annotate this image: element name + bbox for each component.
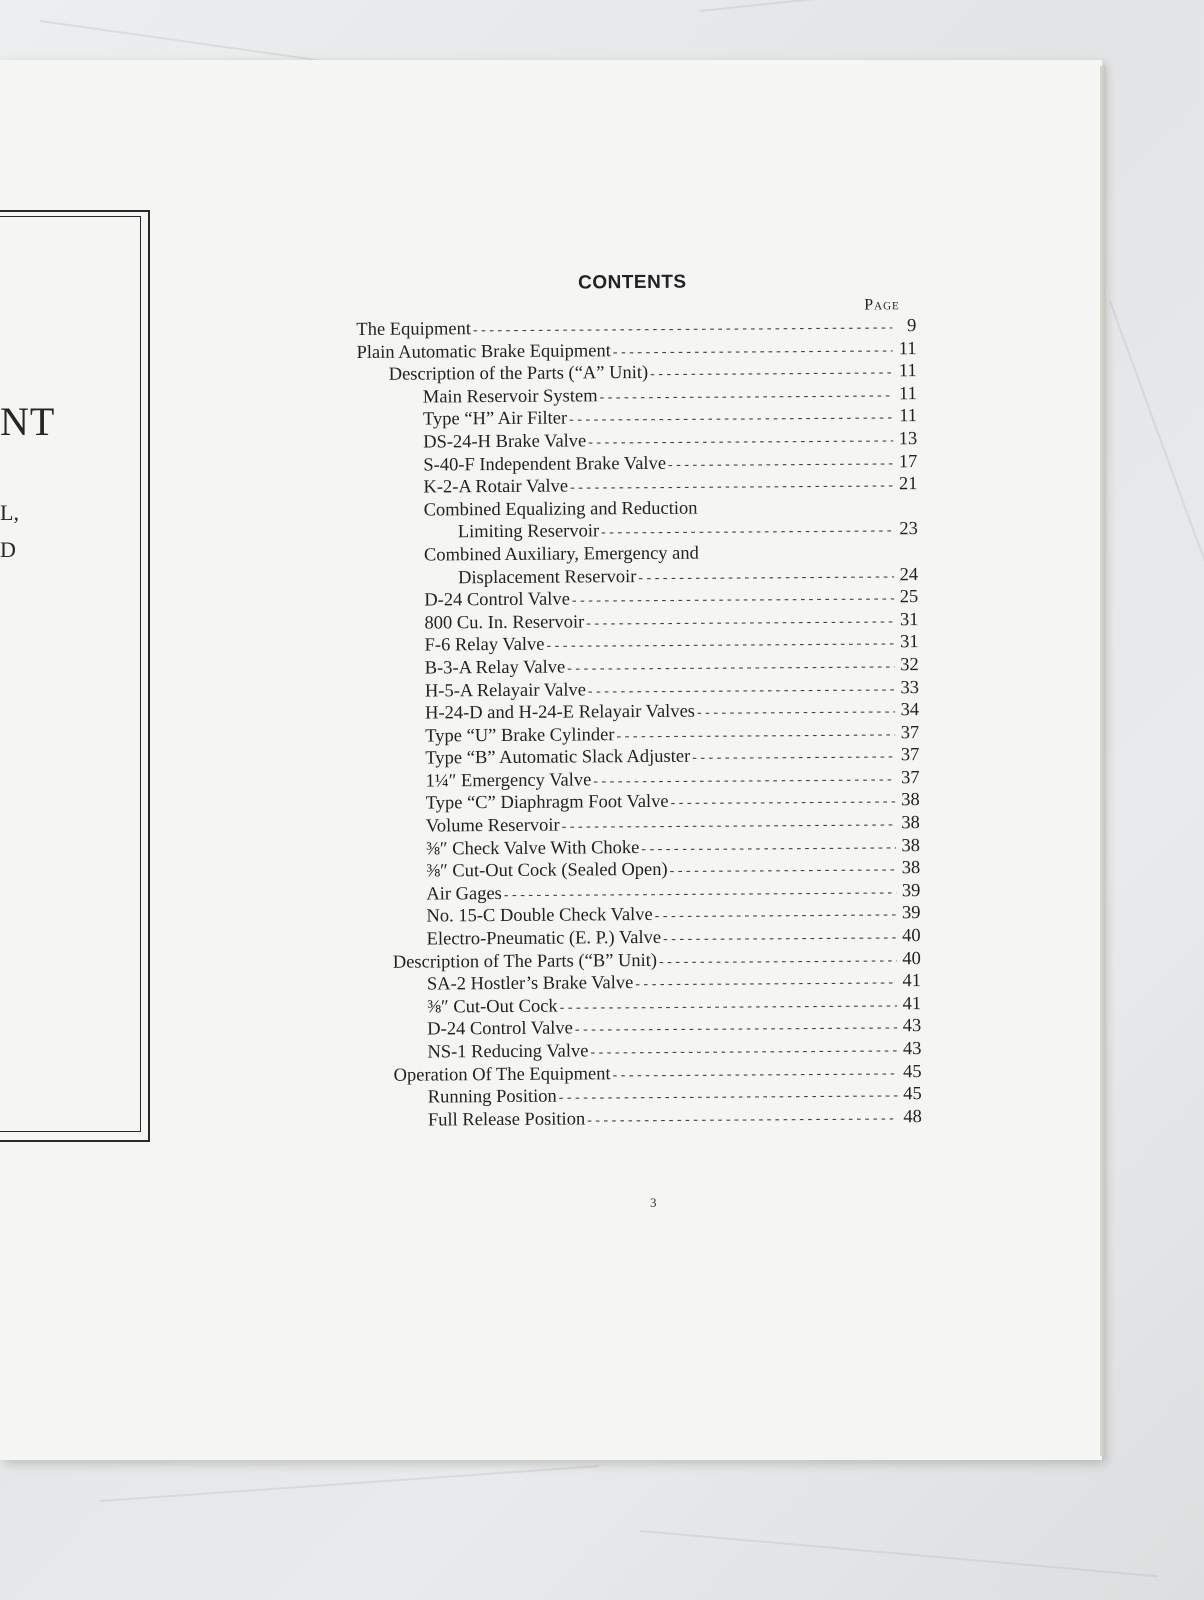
marble-vein — [640, 1530, 1158, 1577]
leader-dots — [701, 557, 894, 558]
leader-dots — [588, 433, 893, 451]
leader-dots — [473, 320, 893, 339]
toc-entry-label: D-24 Control Valve — [424, 589, 570, 611]
toc-entry-page: 13 — [898, 429, 918, 450]
toc-entry-label: Plain Automatic Brake Equipment — [356, 340, 611, 363]
leader-dots — [670, 862, 897, 880]
toc-entry-label: ⅜″ Check Valve With Choke — [425, 837, 640, 860]
leader-dots — [572, 591, 895, 609]
leader-dots — [588, 682, 895, 700]
toc-entry-label: Description of The Parts (“B” Unit) — [392, 950, 658, 973]
toc-entry-label: Limiting Reservoir — [457, 521, 600, 543]
toc-entry-label: K-2-A Rotair Valve — [423, 476, 569, 498]
toc-entry-page: 39 — [901, 880, 921, 902]
toc-entry-label: ⅜″ Cut-Out Cock — [427, 996, 558, 1018]
toc-entry-page: 45 — [903, 1061, 922, 1082]
toc-entry-label: Type “H” Air Filter — [422, 408, 568, 430]
toc-entry-page: 11 — [899, 406, 918, 427]
leader-dots — [697, 704, 895, 721]
leader-dots — [663, 930, 897, 948]
toc-entry-page: 41 — [902, 971, 922, 992]
toc-entry-label: D-24 Control Valve — [427, 1018, 573, 1040]
subtitle-fragment: L, — [0, 500, 19, 525]
toc-entry-page: 34 — [900, 700, 920, 721]
marble-vein — [700, 0, 1118, 12]
toc-entry-page: 43 — [902, 1039, 922, 1060]
toc-entry-label: Air Gages — [426, 883, 502, 905]
toc-entry-label: Type “C” Diaphragm Foot Valve — [425, 792, 669, 814]
toc-entry-page: 31 — [899, 609, 919, 630]
leader-dots — [613, 1066, 898, 1084]
toc-entry-label: Displacement Reservoir — [458, 566, 637, 588]
title-frame-inner — [0, 216, 141, 1132]
toc-entry-page: 24 — [899, 564, 919, 585]
toc-entry-page: 21 — [898, 474, 918, 495]
toc-entry-label: B-3-A Relay Valve — [424, 657, 566, 679]
leader-dots — [700, 512, 894, 513]
toc-entry-page: 37 — [900, 722, 920, 743]
toc-entry-label: Running Position — [427, 1086, 557, 1108]
toc-entry-page: 33 — [900, 677, 919, 698]
toc-entry-label: Electro-Pneumatic (E. P.) Valve — [426, 927, 662, 950]
leader-dots — [655, 908, 897, 926]
toc-entry-label: ⅜″ Cut-Out Cock (Sealed Open) — [426, 860, 668, 882]
toc-entry-page: 48 — [903, 1106, 922, 1127]
leader-dots — [635, 975, 897, 993]
toc-entry-label: Type “U” Brake Cylinder — [425, 724, 615, 747]
leader-dots — [638, 569, 894, 587]
page-column-heading: Page — [864, 296, 900, 314]
toc-entry-page: 40 — [902, 948, 921, 969]
leader-dots — [569, 411, 893, 429]
toc-entry-label: Type “B” Automatic Slack Adjuster — [425, 746, 691, 769]
leader-dots — [559, 1088, 898, 1106]
toc-entry-page: 11 — [898, 383, 917, 404]
toc-entry-label: Combined Equalizing and Reduction — [423, 498, 698, 521]
toc-entry-label: Description of the Parts (“A” Unit) — [388, 363, 649, 385]
toc-entry-label: Volume Reservoir — [425, 815, 560, 837]
leader-dots — [590, 1043, 897, 1061]
leader-dots — [570, 478, 894, 496]
toc-entry-label: The Equipment — [356, 319, 472, 340]
toc-entry-page: 38 — [901, 835, 921, 856]
toc-entry-page: 38 — [901, 858, 921, 879]
toc-entry-label: Full Release Position — [427, 1109, 586, 1131]
toc-entry-label: 1¼″ Emergency Valve — [425, 770, 592, 792]
toc-entry-label: DS-24-H Brake Valve — [423, 431, 587, 453]
toc-entry-page: 32 — [900, 654, 919, 676]
leader-dots — [671, 795, 896, 813]
leader-dots — [601, 524, 894, 542]
toc-entry-page: 37 — [900, 767, 920, 789]
marble-vein — [100, 1465, 599, 1502]
leader-dots — [546, 637, 894, 655]
leader-dots — [692, 750, 895, 767]
toc-entry-page: 9 — [907, 316, 917, 337]
toc-entry-page: 25 — [899, 587, 919, 608]
leader-dots — [593, 772, 895, 790]
toc-entry-page: 45 — [903, 1084, 922, 1105]
toc-entry-label: NS-1 Reducing Valve — [427, 1041, 589, 1063]
toc-entry-label: Operation Of The Equipment — [393, 1063, 611, 1086]
toc-entry-label: S-40-F Independent Brake Valve — [423, 453, 667, 476]
toc-entry-label: Combined Auxiliary, Emergency and — [423, 543, 699, 566]
leader-dots — [562, 817, 896, 835]
toc-entry-page: 37 — [900, 745, 920, 766]
toc-entry-label: Main Reservoir System — [422, 386, 598, 408]
leader-dots — [586, 614, 894, 632]
page-edge — [1100, 66, 1106, 1456]
contents-title: CONTENTS — [577, 271, 687, 294]
leader-dots — [668, 456, 893, 474]
leader-dots — [659, 953, 897, 971]
toc-entry-label: No. 15-C Double Check Valve — [426, 905, 653, 927]
title-fragment: NT — [0, 399, 56, 444]
leader-dots — [587, 1111, 898, 1129]
page-number: 3 — [650, 1195, 657, 1210]
toc-entry-page: 31 — [900, 632, 919, 653]
toc-entry-page: 41 — [902, 993, 922, 1015]
toc-entry-label: H-24-D and H-24-E Relayair Valves — [425, 701, 696, 724]
leader-dots — [613, 343, 893, 361]
leader-dots — [504, 885, 897, 904]
leader-dots — [650, 365, 893, 383]
toc-entry-page: 11 — [898, 338, 917, 359]
toc-entry-page: 11 — [898, 361, 917, 382]
toc-entry-page: 38 — [901, 790, 920, 811]
contents-list — [356, 316, 922, 1133]
toc-entry — [362, 1107, 922, 1134]
leader-dots — [600, 388, 893, 406]
leader-dots — [616, 727, 895, 745]
leader-dots — [641, 840, 896, 858]
toc-entry-label: F-6 Relay Valve — [424, 635, 545, 656]
toc-entry-page: 17 — [898, 451, 918, 472]
toc-entry-page: 39 — [901, 903, 921, 924]
leader-dots — [567, 659, 895, 677]
toc-entry-page: 43 — [902, 1016, 922, 1037]
leader-dots — [575, 1021, 898, 1039]
leader-dots — [560, 998, 898, 1016]
toc-entry-label: H-5-A Relayair Valve — [424, 679, 586, 702]
toc-entry-label: SA-2 Hostler’s Brake Valve — [426, 973, 634, 995]
toc-entry-page: 40 — [902, 926, 921, 947]
toc-entry-page: 38 — [901, 813, 920, 834]
toc-entry-page: 23 — [899, 519, 918, 540]
marble-vein — [1109, 301, 1204, 584]
subtitle-fragment: D — [0, 537, 16, 562]
toc-entry-label: 800 Cu. In. Reservoir — [424, 612, 585, 634]
